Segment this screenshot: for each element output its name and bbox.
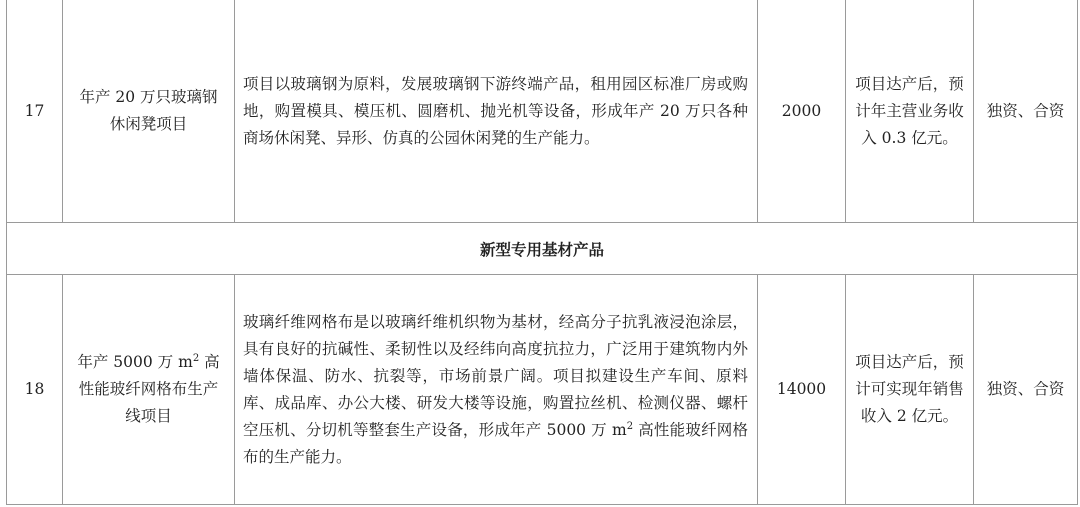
row-17-number (7, 0, 62, 222)
project-name-part2: 高性能玻纤网格布生产线项目 (78, 353, 220, 425)
row-17-name-cell (63, 0, 234, 222)
row-17-investment-cell (758, 0, 845, 222)
unit-superscript: 2 (626, 420, 634, 432)
project-name: 年产 20 万只玻璃钢休闲凳项目 (79, 88, 218, 133)
description-part1: 玻璃纤维网格布是以玻璃纤维机织物为基材，经高分子抗乳液浸泡涂层，具有良好的抗碱性、柔韧性以及经纬向高度抗拉力，广泛用于建筑物内外墙体保温、防水、抗裂等，市场前景广阔。项目拟建设生产车间、原料库、成品库、办公大楼、研发大楼等设施，购置拉丝机、检测仪器、螺杆空压机、分切机等整套生产设备，形成年产 5000 万 m (243, 312, 748, 439)
row-number: 17 (24, 101, 45, 120)
unit-superscript: 2 (192, 352, 200, 364)
section-header-row (7, 223, 1077, 274)
row-18-bottom-border (6, 504, 1078, 505)
row-18-number (7, 275, 62, 504)
investment-amount: 2000 (781, 101, 822, 120)
investment-amount: 14000 (776, 380, 827, 398)
row-18-investment-cell (758, 275, 845, 504)
table-right-border (1077, 0, 1078, 505)
cooperation-method: 独资、合资 (986, 380, 1065, 398)
cooperation-method: 独资、合资 (986, 101, 1065, 120)
row-18-benefit-cell (846, 275, 973, 504)
project-name-part1: 年产 5000 万 m (77, 353, 193, 371)
row-17-cooperation-cell (974, 0, 1077, 222)
row-18-cooperation-cell (974, 275, 1077, 504)
row-17-benefit-cell (846, 0, 973, 222)
project-description (243, 309, 748, 471)
section-header: 新型专用基材产品 (479, 240, 604, 259)
project-description: 项目以玻璃钢为原料，发展玻璃钢下游终端产品，租用园区标准厂房或购地，购置模具、模压机、圆磨机、抛光机等设备，形成年产 20 万只各种商场休闲凳、异形、仿真的公园休闲凳的生产能力。 (243, 74, 748, 147)
expected-benefit: 项目达产后，预计可实现年销售收入 2 亿元。 (855, 353, 964, 425)
project-name (73, 349, 224, 430)
row-number: 18 (24, 380, 45, 398)
description-part2: 高性能玻纤网格布的生产能力。 (243, 420, 748, 466)
row-17-description-cell (235, 0, 757, 222)
row-18-description-cell (235, 275, 757, 504)
expected-benefit: 项目达产后，预计年主营业务收入 0.3 亿元。 (855, 74, 964, 147)
row-18-name-cell (63, 275, 234, 504)
